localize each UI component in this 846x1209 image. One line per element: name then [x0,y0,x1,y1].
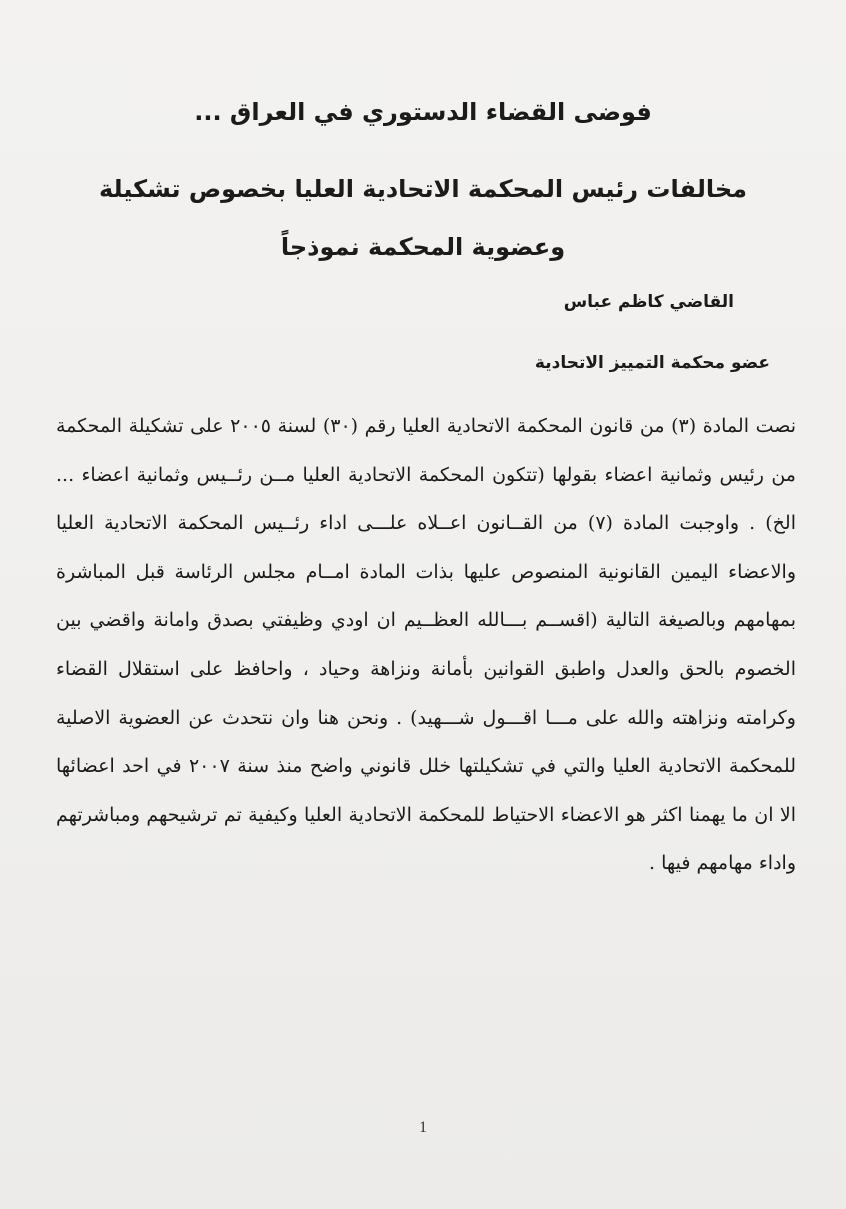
author-name: القاضي كاظم عباس [563,292,734,312]
document-subtitle: مخالفات رئيس المحكمة الاتحادية العليا بخصوص تشكيلة وعضوية المحكمة نموذجاً [98,175,747,261]
body-paragraph: نصت المادة (٣) من قانون المحكمة الاتحادية العليا رقم (٣٠) لسنة ٢٠٠٥ على تشكيلة المحكمة من رئيس وثمانية اعضاء بقولها (تتكون المحكمة الاتحادية العليا مــن رئــيس وثمانية اعضاء ... الخ) . واوجبت المادة (٧) من القــانون اعــلاه علـــى اداء رئــيس المحكمة الاتحادية العليا والاعضاء اليمين القانونية المنصوص عليها بذات المادة امــام مجلس الرئاسة قبل المباشرة بمهامهم وبالصيغة التالية (اقســم بـــالله العظــيم ان اودي وظيفتي بصدق وامانة واقضي بين الخصوم بالحق والعدل واطبق القوانين بأمانة ونزاهة وحياد ، واحافظ على استقلال القضاء وكرامته ونزاهته والله على مـــا اقـــول شـــهيد) . ونحن هنا وان نتحدث عن العضوية الاصلية للمحكمة الاتحادية العليا والتي في تشكيلتها خلل قانوني واضح منذ سنة ٢٠٠٧ في احد اعضائها الا ان ما يهمنا اكثر هو الاعضاء الاحتياط للمحكمة الاتحادية العليا وكيفية تم ترشيحهم ومباشرتهم واداء مهامهم فيها . [56,415,796,875]
author-affiliation: عضو محكمة التمييز الاتحادية [534,353,770,373]
document-title: فوضى القضاء الدستوري في العراق ... [194,98,652,126]
page-number: 1 [419,1119,427,1136]
